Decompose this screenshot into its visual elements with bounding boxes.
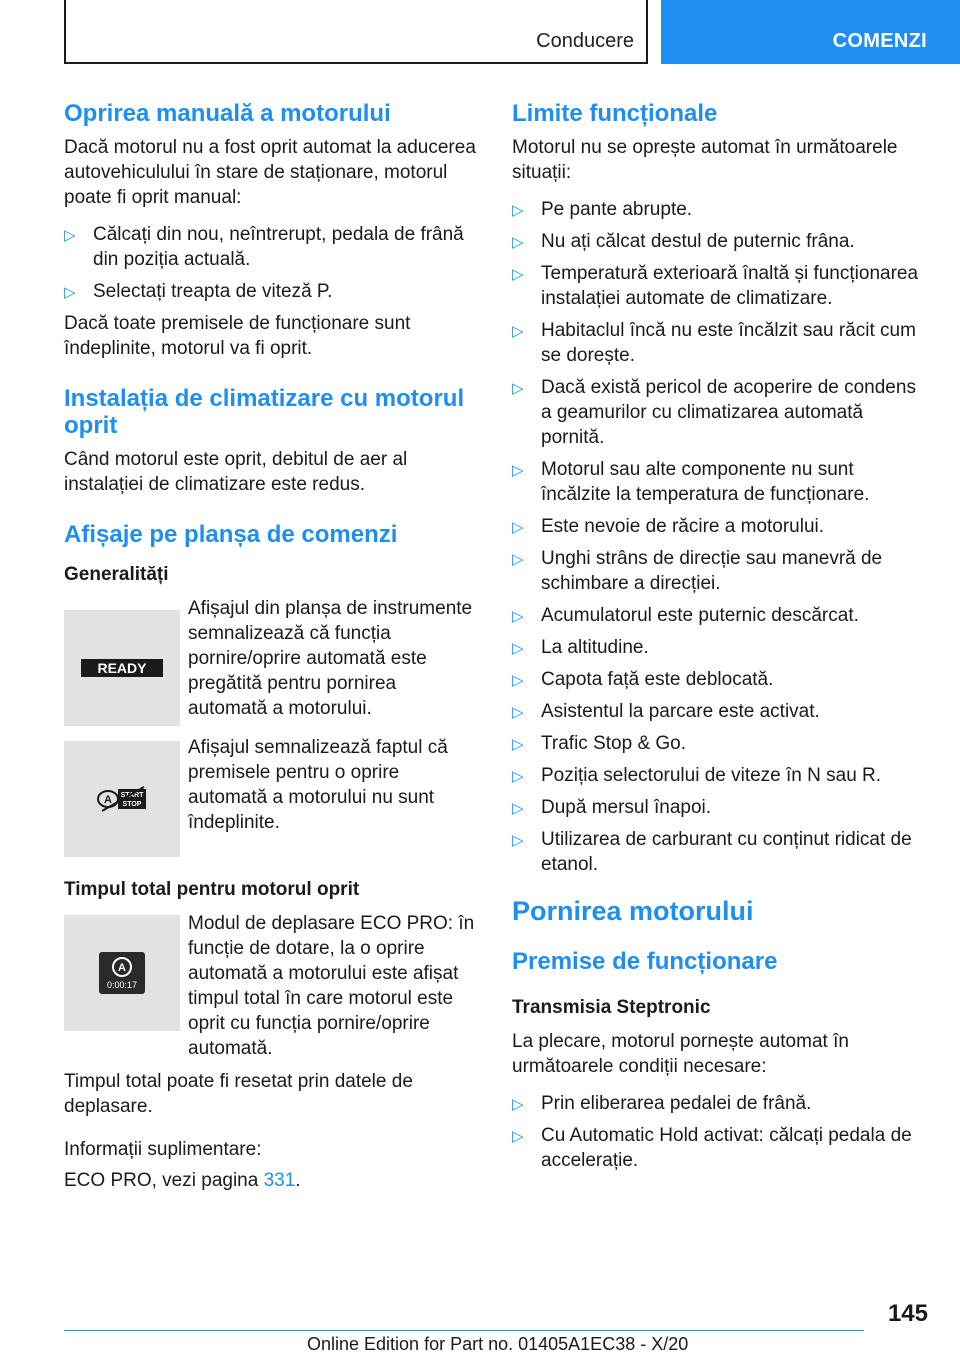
heading-manual-stop: Oprirea manuală a motorului [64,100,391,127]
list-item: ▷ Motorul sau alte componente nu sunt încălzite la temperatura de funcționare. [512,459,870,505]
svg-text:A: A [104,794,112,806]
list-functional-limits [512,197,924,877]
paragraph-eco-ref: ECO PRO, vezi pagina 331. [64,1170,301,1191]
heading-prerequisites: Premise de funcționare [512,948,778,975]
bullet-triangle-icon: ▷ [512,202,524,219]
bullet-triangle-icon: ▷ [512,1096,524,1113]
svg-text:0:00:17: 0:00:17 [106,980,138,990]
list-item: ▷ Habitaclul încă nu este încălzit sau răcit cum se dorește. [512,320,916,366]
list-item: ▷ Selectați treapta de viteză P. [64,279,476,304]
list-item: ▷ Dacă există pericol de acoperire de condens a geamurilor cu climatizarea automată pornită. [512,377,916,448]
paragraph-manual-stop-intro: Dacă motorul nu a fost oprit automat la aducerea autovehiculului în stare de staționare, motorul poate fi oprit manual: [64,137,476,208]
paragraph-reset: Timpul total poate fi resetat prin datele de deplasare. [64,1071,413,1117]
bullet-triangle-icon: ▷ [512,462,524,479]
ready-display-image [64,610,180,726]
list-item: ▷ Cu Automatic Hold activat: călcați pedala de accelerație. [512,1125,912,1171]
list-item: ▷ Asistentul la parcare este activat. [512,699,924,724]
bullet-triangle-icon: ▷ [512,672,524,689]
list-item: ▷ După mersul înapoi. [512,795,924,820]
heading-functional-limits: Limite funcționale [512,100,718,127]
list-manual-stop [64,222,476,304]
timer-icon [99,952,145,994]
bullet-triangle-icon: ▷ [512,323,524,340]
edition-info: Online Edition for Part no. 01405A1EC38 - X/20 [307,1334,689,1354]
bullet-triangle-icon: ▷ [512,266,524,283]
list-item: ▷ Temperatură exterioară înaltă și funcționarea instalației automate de climatizare. [512,263,919,309]
eco-pro-page-link[interactable]: 331 [263,1170,296,1191]
heading-climate-control: Instalația de climatizare cu motorul oprit [64,385,465,439]
list-item: ▷ Este nevoie de răcire a motorului. [512,514,924,539]
list-item: ▷ Prin eliberarea pedalei de frână. [512,1091,924,1116]
bullet-triangle-icon: ▷ [512,519,524,536]
footer-divider [64,1330,864,1331]
list-item: ▷ Utilizarea de carburant cu conținut ridicat de etanol. [512,829,912,875]
header-chapter-title: COMENZI [832,30,927,52]
ready-display-text: Afișajul din planșa de instrumente semnalizează că funcția pornire/oprire automată este pregătită pentru pornirea automată a motorului. [188,598,473,719]
ready-display-row [64,596,476,721]
header-chapter-tab[interactable] [661,0,960,64]
list-item: ▷ Unghi strâns de direcție sau manevră de schimbare a direcției. [512,548,883,594]
page-number: 145 [887,1300,928,1327]
timer-display-text: Modul de deplasare ECO PRO: în funcție de dotare, la o oprire automată a motorului este afișat timpul total în care motorul este oprit cu funcția pornire/oprire automată. [188,913,475,1059]
bullet-triangle-icon: ▷ [512,1128,524,1145]
bullet-triangle-icon: ▷ [512,640,524,657]
svg-text:START: START [120,792,144,799]
bullet-triangle-icon: ▷ [64,227,76,244]
paragraph-climate-control: Când motorul este oprit, debitul de aer al instalației de climatizare este redus. [64,449,408,495]
heading-engine-start: Pornirea motorului [512,896,754,926]
list-item: ▷ La altitudine. [512,635,924,660]
bullet-triangle-icon: ▷ [64,284,76,301]
list-item: ▷ Capota față este deblocată. [512,667,924,692]
paragraph-manual-stop-outro: Dacă toate premisele de funcționare sunt îndeplinite, motorul va fi oprit. [64,313,411,359]
start-stop-display-image [64,741,180,857]
bullet-triangle-icon: ▷ [512,234,524,251]
bullet-triangle-icon: ▷ [512,736,524,753]
svg-text:READY: READY [97,660,147,676]
list-item: ▷ Poziția selectorului de viteze în N sau R. [512,763,924,788]
bullet-triangle-icon: ▷ [512,380,524,397]
subheading-general: Generalități [64,564,169,585]
right-column [512,100,924,1180]
bullet-triangle-icon: ▷ [512,608,524,625]
list-item: ▷ Acumulatorul este puternic descărcat. [512,603,924,628]
left-column [64,100,476,1205]
bullet-triangle-icon: ▷ [512,704,524,721]
ready-icon [81,659,163,677]
start-stop-display-row [64,735,476,851]
timer-display-image [64,915,180,1031]
timer-display-block [64,911,476,1069]
header-section-box [64,0,648,64]
list-item: ▷ Nu ați călcat destul de puternic frâna. [512,229,924,254]
svg-text:STOP: STOP [122,801,142,808]
paragraph-more-info: Informații suplimentare: [64,1139,262,1160]
start-stop-off-icon [96,785,148,813]
bullet-triangle-icon: ▷ [512,768,524,785]
list-steptronic [512,1091,924,1173]
paragraph-functional-limits: Motorul nu se oprește automat în următoarele situații: [512,137,898,183]
start-stop-display-text: Afișajul semnalizează faptul că premisele pentru o oprire automată a motorului nu sunt îndeplinite. [188,737,448,833]
bullet-triangle-icon: ▷ [512,551,524,568]
svg-text:A: A [118,962,126,974]
bullet-triangle-icon: ▷ [512,832,524,849]
bullet-triangle-icon: ▷ [512,800,524,817]
subheading-steptronic: Transmisia Steptronic [512,997,711,1018]
list-item: ▷ Trafic Stop & Go. [512,731,924,756]
list-item: ▷ Pe pante abrupte. [512,197,924,222]
heading-dashboard-displays: Afișaje pe planșa de comenzi [64,521,398,548]
subheading-total-time: Timpul total pentru motorul oprit [64,879,360,900]
header-section-title: Conducere [536,30,634,52]
paragraph-steptronic: La plecare, motorul pornește automat în următoarele condiții necesare: [512,1031,849,1077]
list-item: ▷ Călcați din nou, neîntrerupt, pedala de frână din poziția actuală. [64,224,464,270]
